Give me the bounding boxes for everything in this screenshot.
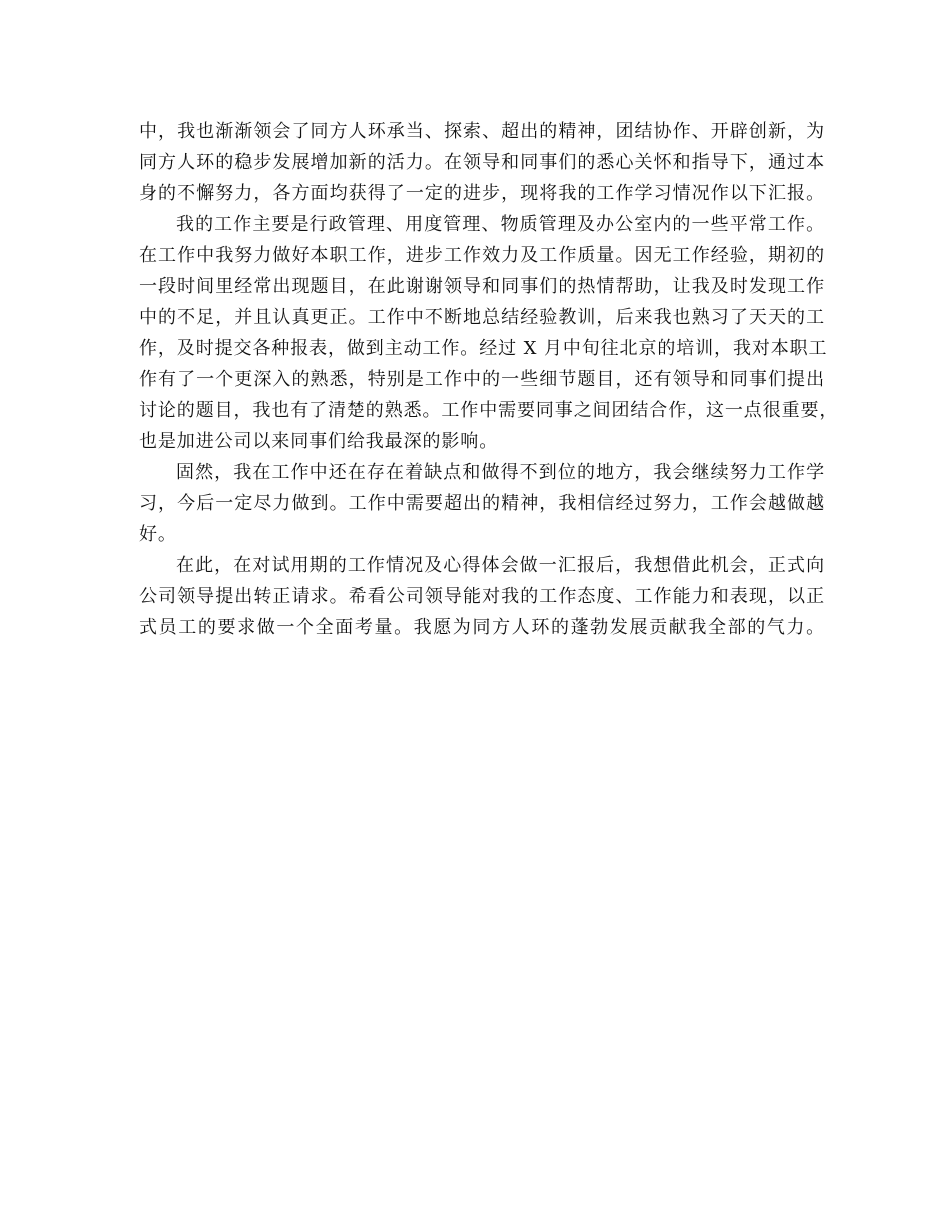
text-line: 公司领导提出转正请求。希看公司领导能对我的工作态度、工作能力和表现，以正 xyxy=(139,586,825,607)
text-line: 作，及时提交各种报表，做到主动工作。经过 X 月中旬往北京的培训，我对本职工 xyxy=(139,338,828,359)
paragraph-3 xyxy=(139,457,825,550)
text-line: 在工作中我努力做好本职工作，进步工作效力及工作质量。因无工作经验，期初的 xyxy=(139,245,825,266)
text-line: 作有了一个更深入的熟悉，特别是工作中的一些细节题目，还有领导和同事们提出 xyxy=(139,369,825,390)
text-line: 好。 xyxy=(139,524,177,545)
text-line: 一段时间里经常出现题目，在此谢谢领导和同事们的热情帮助，让我及时发现工作 xyxy=(139,276,825,297)
text-line: 习，今后一定尽力做到。工作中需要超出的精神，我相信经过努力，工作会越做越 xyxy=(139,493,825,514)
paragraph-2 xyxy=(139,209,839,457)
text-line: 在此，在对试用期的工作情况及心得体会做一汇报后，我想借此机会，正式向 xyxy=(176,555,825,576)
text-line: 我的工作主要是行政管理、用度管理、物质管理及办公室内的一些平常工作。 xyxy=(176,214,825,235)
text-line: 也是加进公司以来同事们给我最深的影响。 xyxy=(139,431,499,452)
document-body xyxy=(139,116,839,643)
text-line: 中，我也渐渐领会了同方人环承当、探索、超出的精神，团结协作、开辟创新，为 xyxy=(139,121,825,142)
text-line: 讨论的题目，我也有了清楚的熟悉。工作中需要同事之间团结合作，这一点很重要， xyxy=(139,400,839,421)
text-line: 式员工的要求做一个全面考量。我愿为同方人环的蓬勃发展贡献我全部的气力。 xyxy=(139,617,825,638)
paragraph-4 xyxy=(139,550,825,643)
text-line: 中的不足，并且认真更正。工作中不断地总结经验教训，后来我也熟习了天天的工 xyxy=(139,307,825,328)
text-line: 固然，我在工作中还在存在着缺点和做得不到位的地方，我会继续努力工作学 xyxy=(176,462,825,483)
paragraph-1 xyxy=(139,116,825,209)
text-line: 同方人环的稳步发展增加新的活力。在领导和同事们的悉心关怀和指导下，通过本 xyxy=(139,152,825,173)
text-line: 身的不懈努力，各方面均获得了一定的进步，现将我的工作学习情况作以下汇报。 xyxy=(139,183,825,204)
